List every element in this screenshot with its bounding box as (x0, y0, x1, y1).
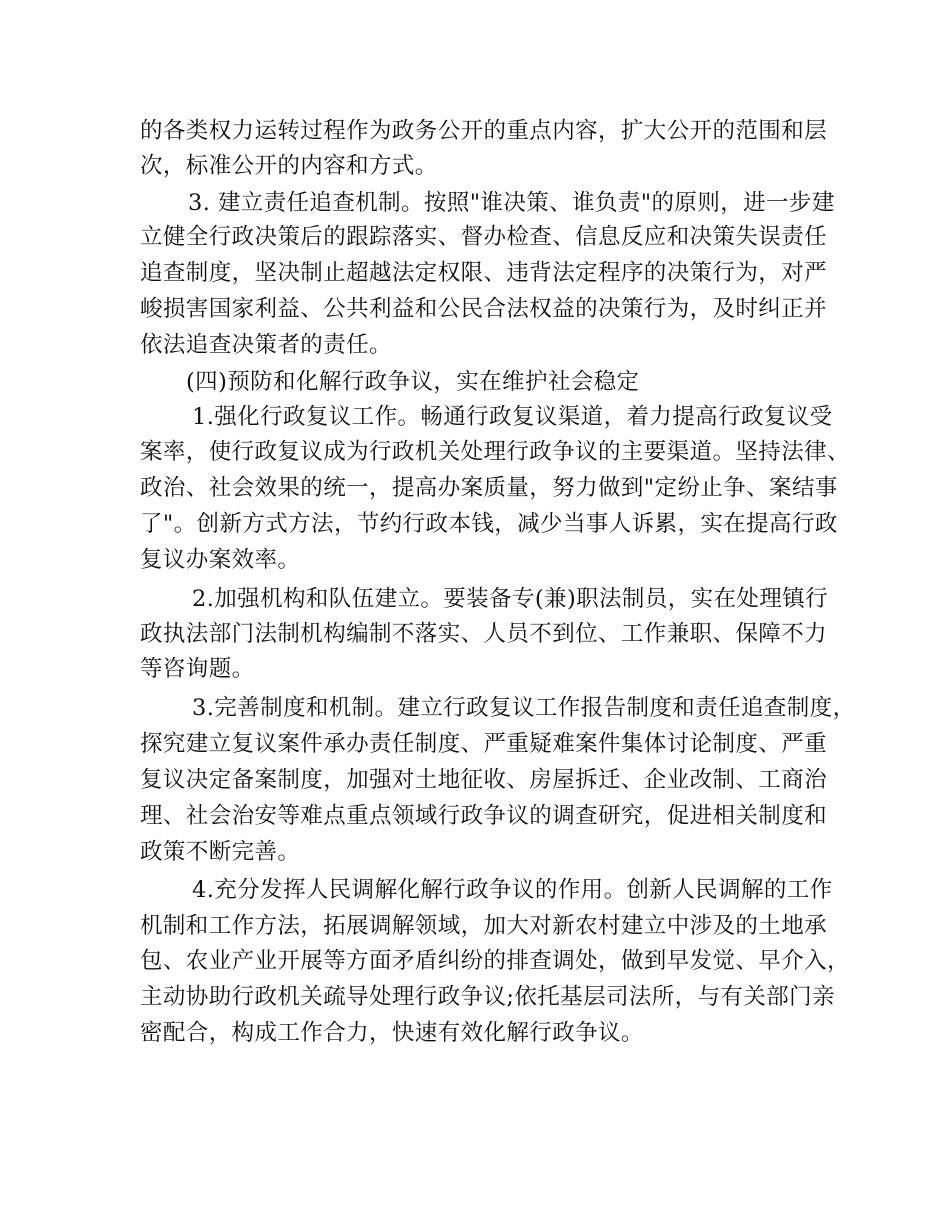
section-heading: (四)预防和化解行政争议，实在维护社会稳定 (186, 369, 640, 395)
text-line: 包、农业产业开展等方面矛盾纠纷的排查调处，做到早发觉、早介入， (140, 948, 850, 974)
text-line: 政治、社会效果的统一，提高办案质量，努力做到"定纷止争、案结事 (140, 475, 838, 501)
text-line: 1.强化行政复议工作。畅通行政复议渠道，着力提高行政复议受 (192, 404, 833, 430)
text-line: 政执法部门法制机构编制不落实、人员不到位、工作兼职、保障不力 (140, 621, 828, 647)
text-line: 次，标准公开的内容和方式。 (140, 153, 438, 179)
text-line: 等咨询题。 (140, 656, 255, 682)
text-line: 复议办案效率。 (140, 547, 301, 573)
text-line: 复议决定备案制度，加强对土地征收、房屋拆迁、企业改制、工商治 (140, 767, 828, 793)
text-line: 2.加强机构和队伍建立。要装备专(兼)职法制员，实在处理镇行 (192, 586, 829, 612)
text-line: 案率，使行政复议成为行政机关处理行政争议的主要渠道。坚持法律、 (140, 439, 850, 465)
text-line: 理、社会治安等难点重点领域行政争议的调查研究，促进相关制度和 (140, 803, 828, 829)
text-line: 政策不断完善。 (140, 839, 301, 865)
text-line: 主动协助行政机关疏导处理行政争议;依托基层司法所，与有关部门亲 (140, 984, 835, 1010)
text-line: 3.完善制度和机制。建立行政复议工作报告制度和责任追查制度， (192, 695, 856, 721)
text-line: 3. 建立责任追查机制。按照"谁决策、谁负责"的原则，进一步建 (188, 190, 835, 216)
text-line: 立健全行政决策后的跟踪落实、督办检查、信息反应和决策失误责任 (140, 224, 828, 250)
text-line: 了"。创新方式方法，节约行政本钱，减少当事人诉累，实在提高行政 (140, 511, 838, 537)
text-line: 密配合，构成工作合力，快速有效化解行政争议。 (140, 1020, 644, 1046)
text-line: 4.充分发挥人民调解化解行政争议的作用。创新人民调解的工作 (192, 877, 833, 903)
text-line: 机制和工作方法，拓展调解领域，加大对新农村建立中涉及的土地承 (140, 913, 828, 939)
text-line: 追查制度，坚决制止超越法定权限、违背法定程序的决策行为，对严 (140, 260, 828, 286)
text-line: 峻损害国家利益、公共利益和公民合法权益的决策行为，及时纠正并 (140, 296, 828, 322)
text-line: 的各类权力运转过程作为政务公开的重点内容，扩大公开的范围和层 (140, 118, 828, 144)
text-line: 依法追查决策者的责任。 (140, 332, 392, 358)
text-line: 探究建立复议案件承办责任制度、严重疑难案件集体讨论制度、严重 (140, 731, 828, 757)
